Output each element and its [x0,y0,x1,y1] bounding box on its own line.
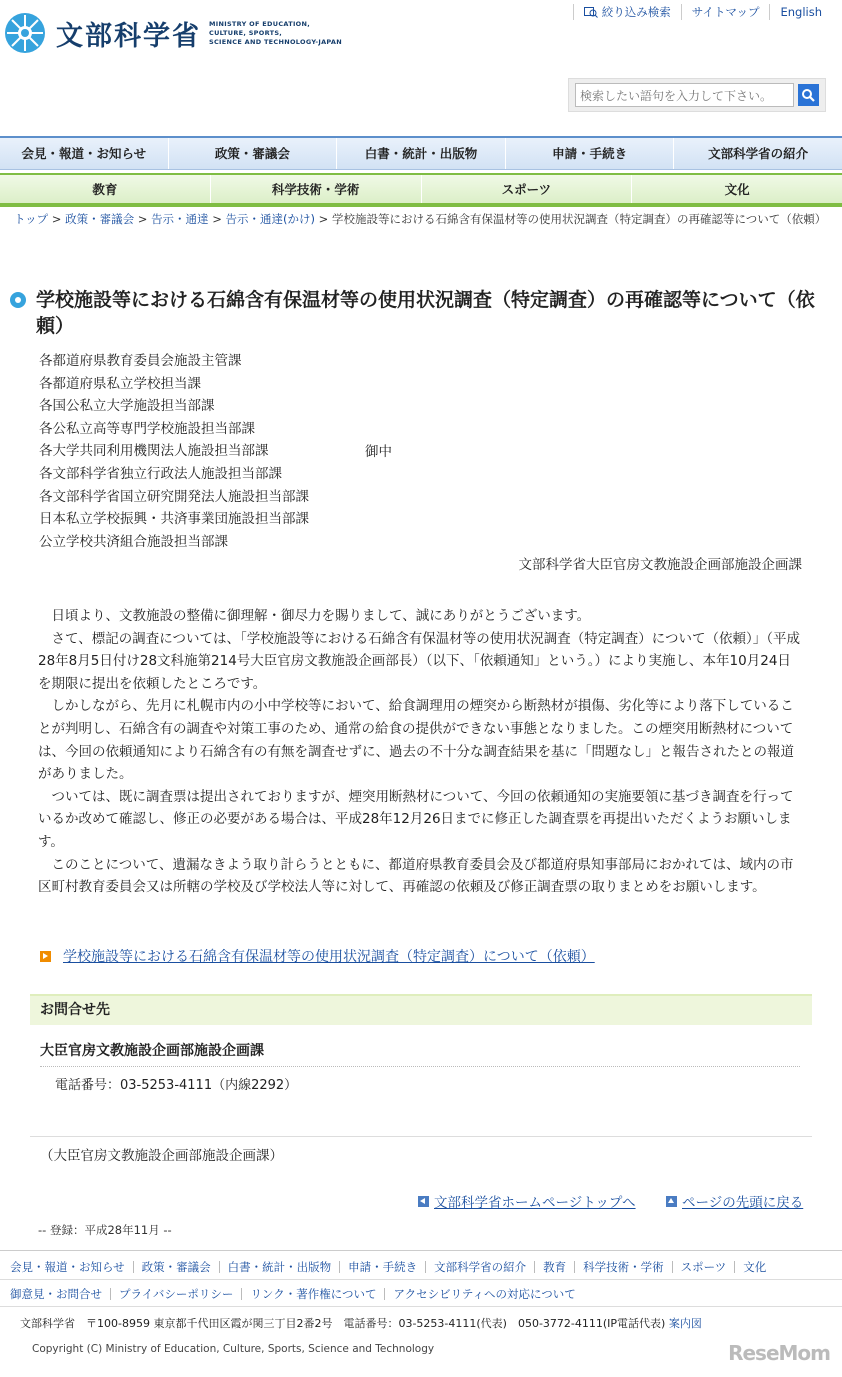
nav-item-applications[interactable]: 申請・手続き [506,138,675,169]
home-link[interactable]: 文部科学省ホームページトップへ [434,1195,636,1211]
logo-english: MINISTRY OF EDUCATION, CULTURE, SPORTS, SCIENCE AND TECHNOLOGY-JAPAN [209,19,342,46]
related-document [40,946,595,966]
search-icon [801,88,815,102]
footer-link[interactable]: プライバシーポリシー [110,1288,241,1300]
footer-link[interactable]: 白書・統計・出版物 [219,1261,340,1273]
breadcrumb-notices[interactable]: 告示・通達 [151,212,209,226]
nav-item-sports[interactable]: スポーツ [422,175,633,203]
registered-date: -- 登録：平成28年11月 -- [38,1223,172,1237]
contact-department: 大臣官房文教施設企画部施設企画課 [40,1040,800,1067]
honorific: 御中 [365,444,392,460]
addressee: 日本私立学校振興・共済事業団施設担当部課 [39,511,309,528]
footer-link[interactable]: 教育 [534,1261,574,1273]
body-paragraph: このことについて、遺漏なきよう取り計らうとともに、都道府県教育委員会及び都道府県知事部局におかれては、域内の市区町村教育委員会又は所轄の学校及び学校法人等に対して、再確認の依頼及び修正調査票の取りまとめをお願いします。 [38,856,794,896]
orange-arrow-icon [40,951,51,962]
nav-item-publications[interactable]: 白書・統計・出版物 [337,138,506,169]
addressee: 各都道府県私立学校担当課 [39,375,201,392]
sitemap-link[interactable]: サイトマップ [681,4,770,20]
addressee: 各文部科学省国立研究開発法人施設担当部課 [39,488,309,505]
breadcrumb-top[interactable]: トップ [14,212,49,226]
english-link[interactable]: English [769,4,832,20]
nav-item-culture[interactable]: 文化 [724,182,750,197]
search-button[interactable] [798,84,819,106]
home-link-wrap [418,1191,636,1211]
sender: 文部科学省大臣官房文教施設企画部施設企画課 [518,557,802,573]
site-footer [0,1250,842,1377]
addressee: 各大学共同利用機関法人施設担当部課 [39,443,269,460]
letter-body [38,605,802,899]
page-top-link[interactable]: ページの先頭に戻る [682,1195,804,1211]
logo-title: 文部科学省 [56,20,201,52]
breadcrumb-notices-current[interactable]: 告示・通達(かけ) [225,212,315,226]
footer-link[interactable]: 科学技術・学術 [574,1261,672,1273]
footer-link[interactable]: アクセシビリティへの対応について [384,1288,583,1300]
advanced-search-link[interactable]: 絞り込み検索 [573,4,681,20]
breadcrumb-current: 学校施設等における石綿含有保温材等の使用状況調査（特定調査）の再確認等について（依頼） [331,212,827,226]
footer-link[interactable]: スポーツ [672,1261,735,1273]
nav-item-education[interactable]: 教育 [0,175,211,203]
footer-link[interactable]: 申請・手続き [339,1261,425,1273]
related-document-link[interactable]: 学校施設等における石綿含有保温材等の使用状況調査（特定調査）について（依頼） [63,949,595,965]
body-paragraph: しかしながら、先月に札幌市内の小中学校等において、給食調理用の煙突から断熱材が損傷、劣化等により落下していることが判明し、石綿含有の調査や対策工事のため、通常の給食の提供ができない事態となりました。この煙突用断熱材については、今回の依頼通知により石綿含有の有無を調査せずに、過去の不十分な調査結果を基に「問題なし」と報告されたとの報道がありました。 [38,698,794,783]
addressee: 各国公私立大学施設担当部課 [39,398,215,415]
contact-heading: お問合せ先 [30,994,812,1025]
footer-nav-secondary [0,1281,842,1307]
search-filter-icon [584,6,598,18]
footer-address: 文部科学省 〒100-8959 東京都千代田区霞が関三丁目2番2号 電話番号：03-5253-4111(代表) 050-3772-4111(IP電話代表) 案内図 [20,1317,702,1330]
map-link[interactable]: 案内図 [668,1317,702,1330]
footer-link[interactable]: 文部科学省の紹介 [425,1261,534,1273]
responsible-department: （大臣官房文教施設企画部施設企画課） [40,1148,283,1164]
nav-item-science[interactable]: 科学技術・学術 [211,175,422,203]
body-paragraph: 日頃より、文教施設の整備に御理解・御尽力を賜りまして、誠にありがとうございます。 [51,608,591,624]
secondary-nav [0,173,842,207]
site-logo[interactable] [4,12,342,54]
contact-phone: 電話番号：03-5253-4111（内線2292） [55,1078,298,1093]
page-top-link-wrap [666,1191,803,1211]
divider [30,1136,812,1137]
watermark-logo: ReseMom [728,1341,830,1365]
blue-up-arrow-icon [666,1196,677,1207]
footer-link[interactable]: 文化 [734,1261,774,1273]
title-bullet-icon [10,292,26,308]
breadcrumb-policy[interactable]: 政策・審議会 [65,212,135,226]
footer-link[interactable]: 御意見・お問合せ [10,1286,102,1301]
search-input[interactable]: 検索したい語句を入力して下さい。 [575,83,794,107]
search-box [568,78,826,112]
addressee: 各公私立高等専門学校施設担当部課 [39,420,255,437]
addressee: 公立学校共済組合施設担当部課 [39,533,228,550]
copyright: Copyright (C) Ministry of Education, Culture, Sports, Science and Technology [32,1343,435,1355]
footer-link[interactable]: 政策・審議会 [133,1261,219,1273]
site-header [0,0,842,130]
addressee: 各都道府県教育委員会施設主管課 [39,353,242,369]
nav-item-about[interactable]: 文部科学省の紹介 [708,146,809,161]
body-paragraph: ついては、既に調査票は提出されておりますが、煙突用断熱材について、今回の依頼通知の実施要領に基づき調査を行っているか改めて確認し、修正の必要がある場合は、平成28年12月26日までに修正した調査票を再提出いただくようお願いします。 [38,788,794,850]
utility-links [573,4,832,20]
addressee: 各文部科学省独立行政法人施設担当部課 [39,465,282,482]
footer-nav-primary [0,1254,842,1280]
footer-link[interactable]: 会見・報道・お知らせ [10,1259,125,1274]
mext-logo-icon [4,12,46,54]
primary-nav [0,136,842,170]
blue-left-arrow-icon [418,1196,429,1207]
nav-item-policy[interactable]: 政策・審議会 [169,138,338,169]
body-paragraph: さて、標記の調査については、「学校施設等における石綿含有保温材等の使用状況調査（特定調査）について（依頼）」（平成28年8月5日付け28文科施第214号大臣官房文教施設企画部長）（以下、「依頼通知」という。）により実施し、本年10月24日を期限に提出を依頼したところです。 [38,630,800,692]
addressee-list [39,350,309,553]
breadcrumb: トップ > 政策・審議会 > 告示・通達 > 告示・通達(かけ) > 学校施設等における石綿含有保温材等の使用状況調査（特定調査）の再確認等について（依頼） [14,212,827,226]
page-title: 学校施設等における石綿含有保温材等の使用状況調査（特定調査）の再確認等について（依頼） [10,287,828,339]
nav-item-press[interactable]: 会見・報道・お知らせ [0,138,169,169]
footer-link[interactable]: リンク・著作権について [241,1288,384,1300]
